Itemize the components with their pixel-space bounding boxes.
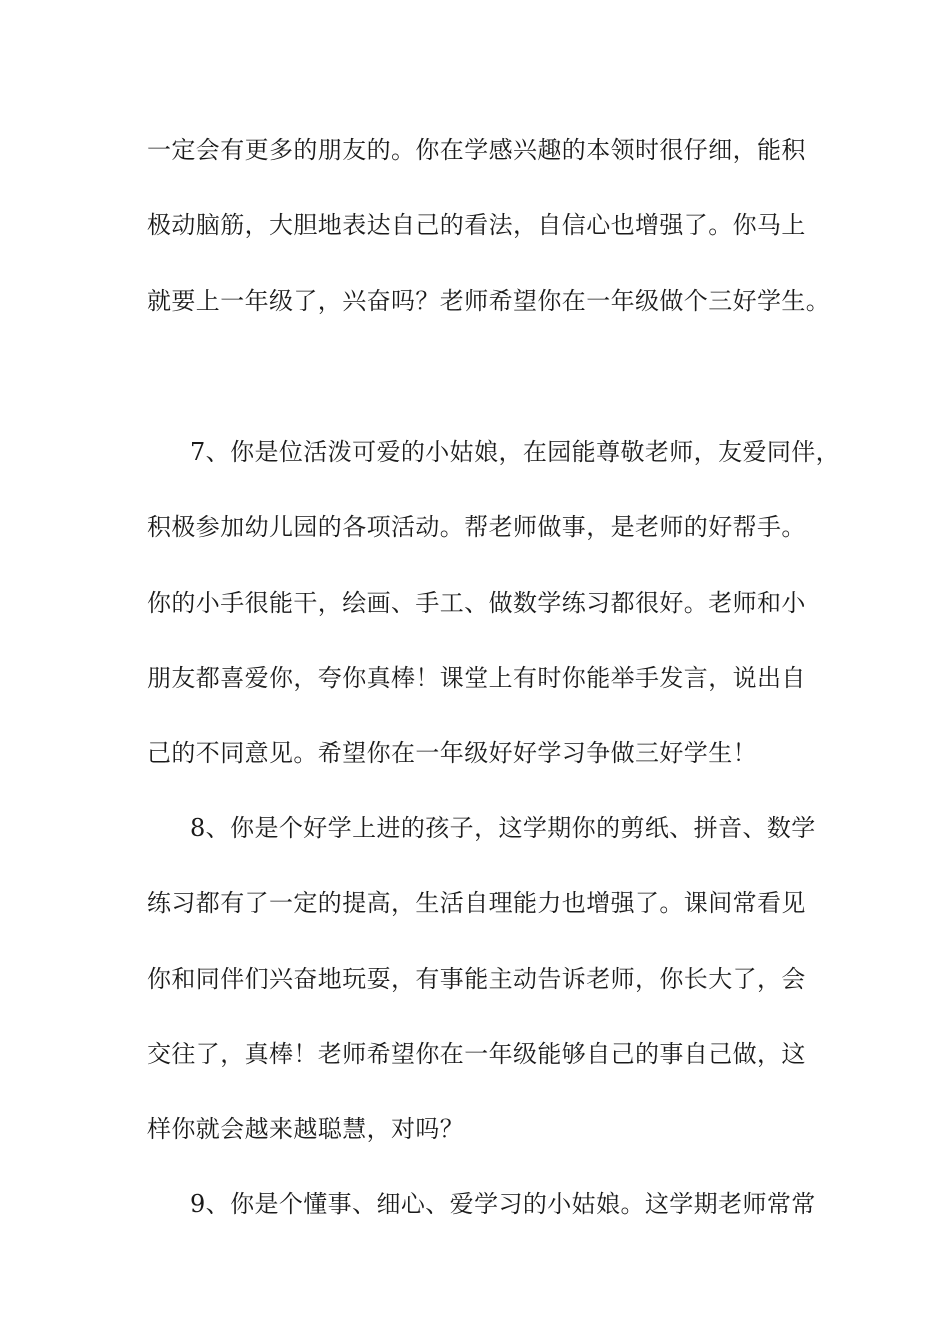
paragraph-8-start: 8、你是个好学上进的孩子，这学期你的剪纸、拼音、数学 [190, 814, 816, 842]
text-line: 一定会有更多的朋友的。你在学感兴趣的本领时很仔细，能积 [147, 136, 806, 164]
text-line: 样你就会越来越聪慧，对吗？ [147, 1115, 465, 1143]
paragraph-9-start: 9、你是个懂事、细心、爱学习的小姑娘。这学期老师常常 [190, 1190, 816, 1218]
text-line: 你的小手很能干，绘画、手工、做数学练习都很好。老师和小 [147, 589, 806, 617]
text-line: 就要上一年级了，兴奋吗？老师希望你在一年级做个三好学生。 [147, 287, 831, 315]
text-line: 交往了，真棒！老师希望你在一年级能够自己的事自己做，这 [147, 1040, 806, 1068]
text-line: 朋友都喜爱你，夸你真棒！课堂上有时你能举手发言，说出自 [147, 664, 806, 692]
paragraph-7-start: 7、你是位活泼可爱的小姑娘，在园能尊敬老师，友爱同伴， [190, 438, 841, 466]
text-line: 练习都有了一定的提高，生活自理能力也增强了。课间常看见 [147, 889, 806, 917]
text-line: 积极参加幼儿园的各项活动。帮老师做事，是老师的好帮手。 [147, 513, 806, 541]
text-line: 己的不同意见。希望你在一年级好好学习争做三好学生！ [147, 739, 757, 767]
text-line: 你和同伴们兴奋地玩耍，有事能主动告诉老师，你长大了，会 [147, 965, 806, 993]
text-line: 极动脑筋，大胆地表达自己的看法，自信心也增强了。你马上 [147, 211, 806, 239]
